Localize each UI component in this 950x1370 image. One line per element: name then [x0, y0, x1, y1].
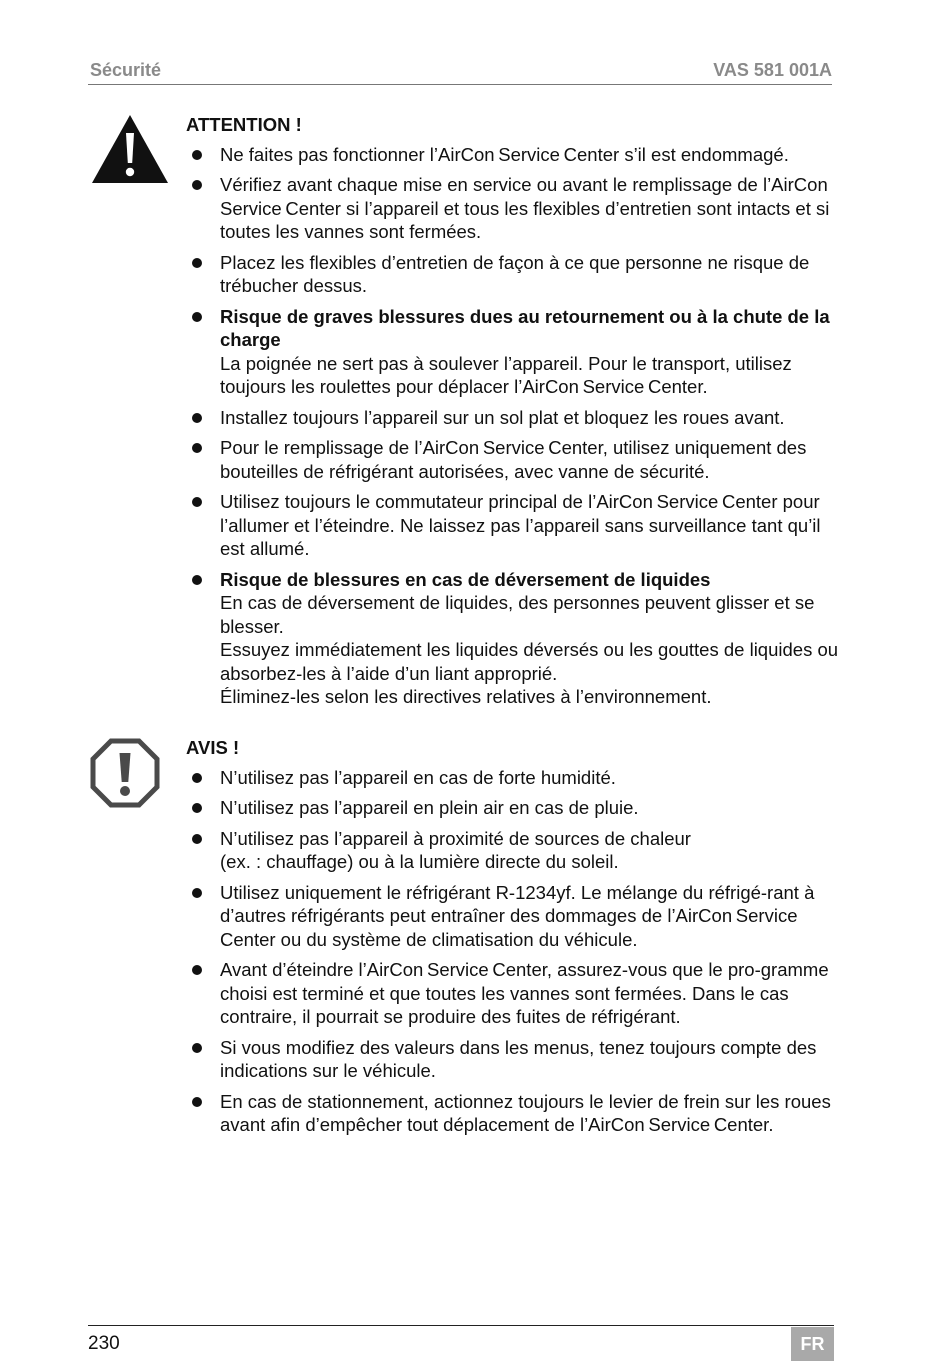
item-text: N’utilisez pas l’appareil à proximité de sources de chaleur	[220, 827, 691, 849]
list-item	[186, 436, 846, 483]
item-text: En cas de déversement de liquides, des personnes peuvent glisser et se blesser.	[220, 592, 815, 637]
page-header	[88, 58, 832, 85]
item-text: Placez les flexibles d’entretien de façon à ce que personne ne risque de trébucher dessus.	[220, 251, 810, 296]
list-item	[186, 796, 846, 820]
list-item	[186, 958, 846, 1029]
attention-title: ATTENTION !	[186, 114, 302, 135]
footer-rule	[88, 1325, 834, 1326]
list-item	[186, 766, 846, 790]
item-heading: Risque de blessures en cas de déversement de liquides	[220, 568, 711, 590]
item-text: En cas de stationnement, actionnez toujours le levier de frein sur les roues avant afin d’empêcher tout déplacement de l’AirCon Service Center.	[220, 1090, 831, 1135]
list-item	[186, 305, 846, 399]
list-item	[186, 568, 846, 709]
list-item	[186, 251, 846, 298]
attention-section	[186, 113, 846, 716]
item-text: Si vous modifiez des valeurs dans les menus, tenez toujours compte des indications sur le véhicule.	[220, 1036, 817, 1081]
item-text: Avant d’éteindre l’AirCon Service Center, assurez-vous que le pro-gramme choisi est terminé et que toutes les vannes sont fermées. Dans le cas contraire, il pourrait se produire des fuites de réfrigérant.	[220, 959, 829, 1027]
list-item	[186, 173, 846, 244]
item-text: Ne faites pas fonctionner l’AirCon Service Center s’il est endommagé.	[220, 143, 789, 165]
list-item	[186, 1090, 846, 1137]
item-text: (ex. : chauffage) ou à la lumière directe du soleil.	[220, 851, 619, 872]
attention-list	[186, 143, 846, 709]
warning-triangle-icon	[90, 113, 170, 185]
item-text: Pour le remplissage de l’AirCon Service Center, utilisez uniquement des bouteilles de réfrigérant autorisées, avec vanne de sécurité.	[220, 437, 807, 482]
avis-list	[186, 766, 846, 1137]
list-item	[186, 1036, 846, 1083]
list-item	[186, 881, 846, 952]
list-item	[186, 406, 846, 430]
list-item	[186, 490, 846, 561]
item-heading: Risque de graves blessures dues au retournement ou à la chute de la charge	[220, 305, 830, 350]
item-text: N’utilisez pas l’appareil en cas de forte humidité.	[220, 766, 616, 788]
list-item	[186, 143, 846, 167]
list-item	[186, 827, 846, 874]
item-text: Installez toujours l’appareil sur un sol plat et bloquez les roues avant.	[220, 406, 785, 428]
item-text: Utilisez toujours le commutateur principal de l’AirCon Service Center pour l’allumer et l’éteindre. Ne laissez pas l’appareil sans surveillance tant qu’il est allumé.	[220, 491, 821, 559]
section-title: Sécurité	[90, 60, 162, 80]
avis-title: AVIS !	[186, 737, 240, 758]
model-number: VAS 581 001A	[713, 60, 832, 80]
language-badge: FR	[791, 1327, 834, 1361]
item-text: Essuyez immédiatement les liquides déversés ou les gouttes de liquides ou absorbez-les à l’aide d’un liant approprié.	[220, 639, 839, 684]
page-number: 230	[88, 1333, 120, 1354]
avis-section	[186, 736, 846, 1144]
item-text: Vérifiez avant chaque mise en service ou avant le remplissage de l’AirCon Service Center si l’appareil et tous les flexibles d’entretien sont intacts et si toutes les vannes sont fermées.	[220, 174, 832, 242]
item-text: La poignée ne sert pas à soulever l’appareil. Pour le transport, utilisez toujours les roulettes pour déplacer l’AirCon Service Center.	[220, 352, 792, 397]
item-text: Utilisez uniquement le réfrigérant R-1234yf. Le mélange du réfrigé-rant à d’autres réfrigérants peut entraîner des dommages de l’AirCon Service Center ou du système de climatisation du véhicule.	[220, 881, 815, 950]
item-text: Éliminez-les selon les directives relatives à l’environnement.	[220, 686, 712, 707]
item-text: N’utilisez pas l’appareil en plein air en cas de pluie.	[220, 797, 639, 818]
notice-octagon-icon	[90, 738, 160, 808]
